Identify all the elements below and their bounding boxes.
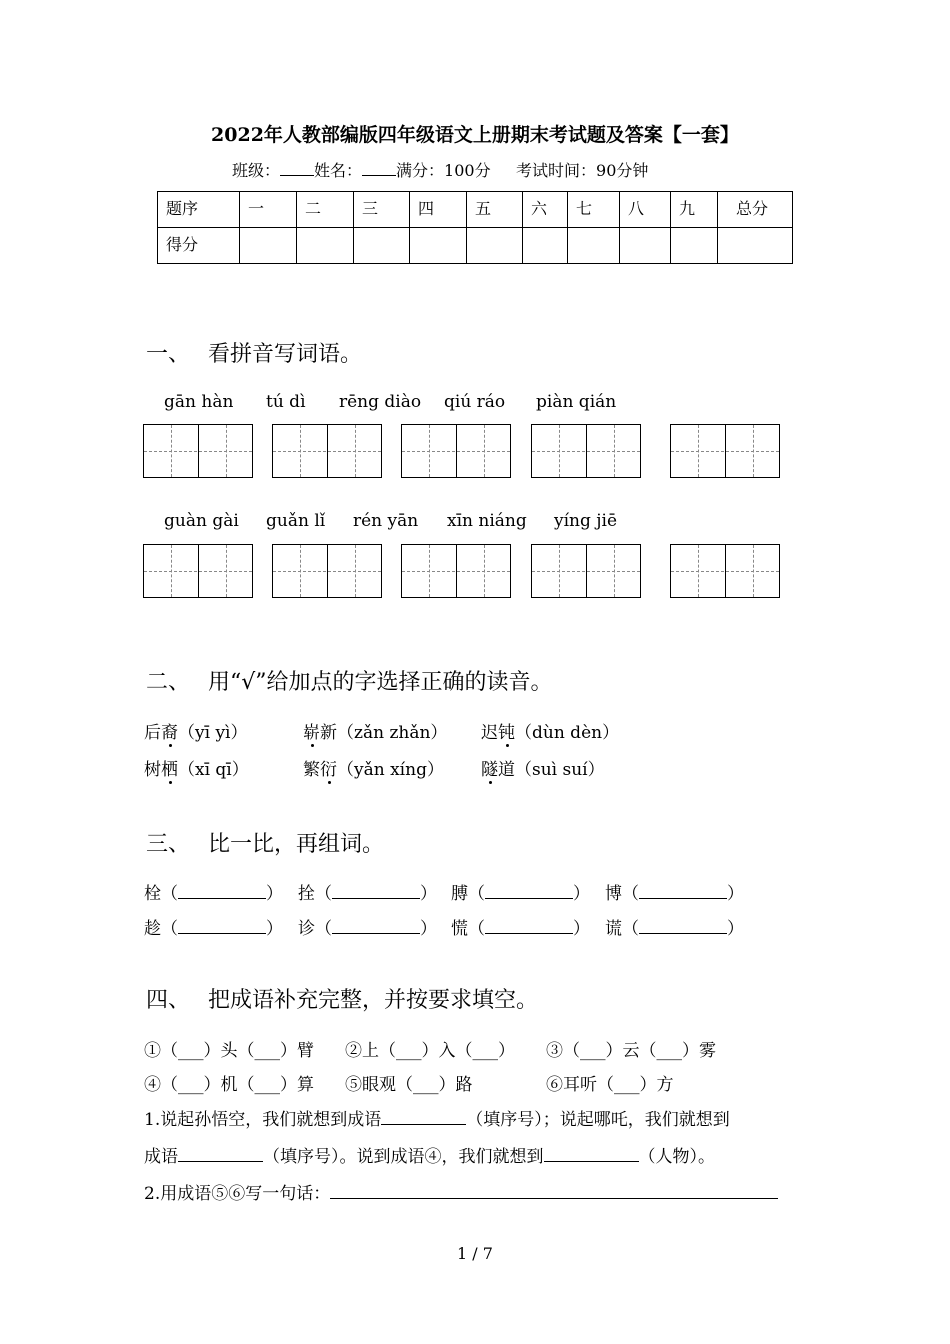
char: 诊	[298, 919, 315, 939]
reading-choice[interactable]	[481, 718, 619, 743]
section-2-heading	[146, 665, 553, 696]
answer-blank[interactable]	[178, 919, 266, 934]
writing-grid[interactable]	[401, 544, 511, 598]
question-text: 成语	[144, 1147, 178, 1167]
dotted-char: 栖	[161, 755, 178, 780]
score-cell: 三	[354, 192, 410, 228]
reading-choice[interactable]	[144, 718, 248, 743]
answer-blank[interactable]	[178, 1147, 263, 1162]
pinyin-label: qiú ráo	[444, 392, 506, 412]
question-text: （填序号）。说到成语④，我们就想到	[263, 1147, 544, 1167]
pinyin-label: piàn qián	[536, 392, 617, 412]
answer-blank[interactable]	[639, 884, 727, 899]
word-pair-item: 拴（ ）	[298, 884, 437, 904]
reading-choice[interactable]	[303, 718, 447, 743]
score-input[interactable]	[523, 228, 568, 264]
reading-choice[interactable]	[144, 755, 249, 780]
dotted-char: 裔	[161, 718, 178, 743]
score-cell: 一	[240, 192, 297, 228]
class-blank[interactable]	[280, 163, 314, 176]
section-number: 四、	[146, 988, 191, 1013]
word-pair-item: 趁（ ）	[144, 919, 283, 939]
pinyin-label: guǎn lǐ	[266, 511, 326, 531]
idiom-item[interactable]: ②上（___）入（___）	[345, 1041, 515, 1061]
score-cell: 题序	[158, 192, 240, 228]
answer-blank[interactable]	[544, 1147, 639, 1162]
pinyin-label: yíng jiē	[554, 511, 618, 531]
word-part: 新	[320, 723, 337, 743]
score-input[interactable]	[568, 228, 620, 264]
question-text: （人物）。	[638, 1147, 715, 1167]
section-3-heading	[146, 827, 384, 858]
score-table-score-row	[158, 228, 793, 264]
section-number: 三、	[146, 832, 191, 857]
answer-blank[interactable]	[485, 919, 573, 934]
score-cell: 八	[620, 192, 671, 228]
section-1-heading	[146, 337, 362, 368]
page-number: 1 / 7	[457, 1244, 493, 1263]
page-title: 2022年人教部编版四年级语文上册期末考试题及答案【一套】	[211, 124, 739, 146]
pinyin-options: （suì suí）	[515, 760, 605, 780]
score-cell: 五	[467, 192, 523, 228]
question-text: 2.用成语⑤⑥写一句话：	[144, 1184, 331, 1204]
section-4-heading	[146, 983, 538, 1014]
answer-blank[interactable]	[332, 884, 420, 899]
score-input[interactable]	[620, 228, 671, 264]
word-part: 树	[144, 760, 161, 780]
answer-blank[interactable]	[485, 884, 573, 899]
idiom-item[interactable]: ①（___）头（___）臂	[144, 1041, 314, 1061]
score-input[interactable]	[354, 228, 410, 264]
section-title: 看拼音写词语。	[208, 342, 363, 367]
section-title: 比一比，再组词。	[208, 832, 385, 857]
answer-blank[interactable]	[381, 1110, 466, 1125]
question-text: 1.说起孙悟空，我们就想到成语	[144, 1110, 382, 1130]
score-table-header-row	[158, 192, 793, 228]
writing-grid[interactable]	[143, 544, 253, 598]
score-cell: 总分	[718, 192, 793, 228]
full-score: 满分：100分	[396, 161, 491, 180]
class-label: 班级：	[232, 161, 281, 180]
pinyin-options: （xī qī）	[178, 760, 249, 780]
exam-time: 考试时间：90分钟	[516, 161, 649, 180]
exam-meta	[232, 158, 648, 181]
idiom-item[interactable]: ③（___）云（___）雾	[546, 1041, 716, 1061]
section-number: 一、	[146, 342, 191, 367]
word-pair-item: 诊（ ）	[298, 919, 437, 939]
idiom-item[interactable]: ⑤眼观（___）路	[345, 1075, 473, 1095]
writing-grid[interactable]	[272, 544, 382, 598]
pinyin-options: （yī yì）	[178, 723, 248, 743]
writing-grid[interactable]	[143, 424, 253, 478]
name-label: 姓名：	[314, 161, 363, 180]
dotted-char: 隧	[481, 755, 498, 780]
question-1-line-2	[144, 1142, 715, 1167]
char: 趁	[144, 919, 161, 939]
word-pair-item: 慌（ ）	[451, 919, 590, 939]
answer-blank[interactable]	[639, 919, 727, 934]
writing-grid[interactable]	[401, 424, 511, 478]
question-2	[144, 1179, 778, 1204]
char: 拴	[298, 884, 315, 904]
score-cell: 六	[523, 192, 568, 228]
dotted-char: 衍	[320, 755, 337, 780]
pinyin-label: guàn gài	[164, 511, 239, 531]
score-row-label: 得分	[158, 228, 240, 264]
writing-grid[interactable]	[670, 544, 780, 598]
score-input[interactable]	[467, 228, 523, 264]
score-cell: 四	[410, 192, 467, 228]
writing-grid[interactable]	[670, 424, 780, 478]
pinyin-options: （dùn dèn）	[515, 723, 620, 743]
pinyin-label: xīn niáng	[447, 511, 527, 531]
char: 谎	[605, 919, 622, 939]
pinyin-label: rēng diào	[339, 392, 422, 412]
score-cell: 二	[297, 192, 354, 228]
dotted-char: 崭	[303, 718, 320, 743]
writing-grid[interactable]	[272, 424, 382, 478]
word-part: 迟	[481, 723, 498, 743]
idiom-item[interactable]: ④（___）机（___）算	[144, 1075, 314, 1095]
section-title: 把成语补充完整，并按要求填空。	[208, 988, 539, 1013]
answer-blank[interactable]	[178, 884, 266, 899]
section-number: 二、	[146, 670, 191, 695]
writing-grid[interactable]	[531, 544, 641, 598]
question-text: （填序号）；说起哪吒，我们就想到	[466, 1110, 730, 1130]
score-input[interactable]	[240, 228, 297, 264]
score-input[interactable]	[671, 228, 718, 264]
word-part: 后	[144, 723, 161, 743]
reading-choice[interactable]	[303, 755, 444, 780]
pinyin-options: （zǎn zhǎn）	[337, 723, 448, 743]
score-cell: 九	[671, 192, 718, 228]
word-pair-item: 谎（ ）	[605, 919, 744, 939]
char: 栓	[144, 884, 161, 904]
pinyin-label: rén yān	[353, 511, 419, 531]
dotted-char: 钝	[498, 718, 515, 743]
section-title: 用“√”给加点的字选择正确的读音。	[208, 670, 553, 695]
reading-choice[interactable]	[481, 755, 605, 780]
score-input[interactable]	[297, 228, 354, 264]
score-input[interactable]	[410, 228, 467, 264]
score-table	[157, 191, 793, 264]
char: 膊	[451, 884, 468, 904]
score-input[interactable]	[718, 228, 793, 264]
writing-grid[interactable]	[531, 424, 641, 478]
word-part: 道	[498, 760, 515, 780]
char: 博	[605, 884, 622, 904]
answer-blank[interactable]	[330, 1184, 778, 1199]
word-pair-item: 博（ ）	[605, 884, 744, 904]
word-pair-item: 栓（ ）	[144, 884, 283, 904]
idiom-item[interactable]: ⑥耳听（___）方	[546, 1075, 674, 1095]
char: 慌	[451, 919, 468, 939]
pinyin-options: （yǎn xíng）	[337, 760, 444, 780]
word-part: 繁	[303, 760, 320, 780]
name-blank[interactable]	[362, 163, 396, 176]
pinyin-label: tú dì	[266, 392, 306, 412]
answer-blank[interactable]	[332, 919, 420, 934]
score-cell: 七	[568, 192, 620, 228]
word-pair-item: 膊（ ）	[451, 884, 590, 904]
pinyin-label: gān hàn	[164, 392, 234, 412]
question-1-line-1	[144, 1105, 730, 1130]
